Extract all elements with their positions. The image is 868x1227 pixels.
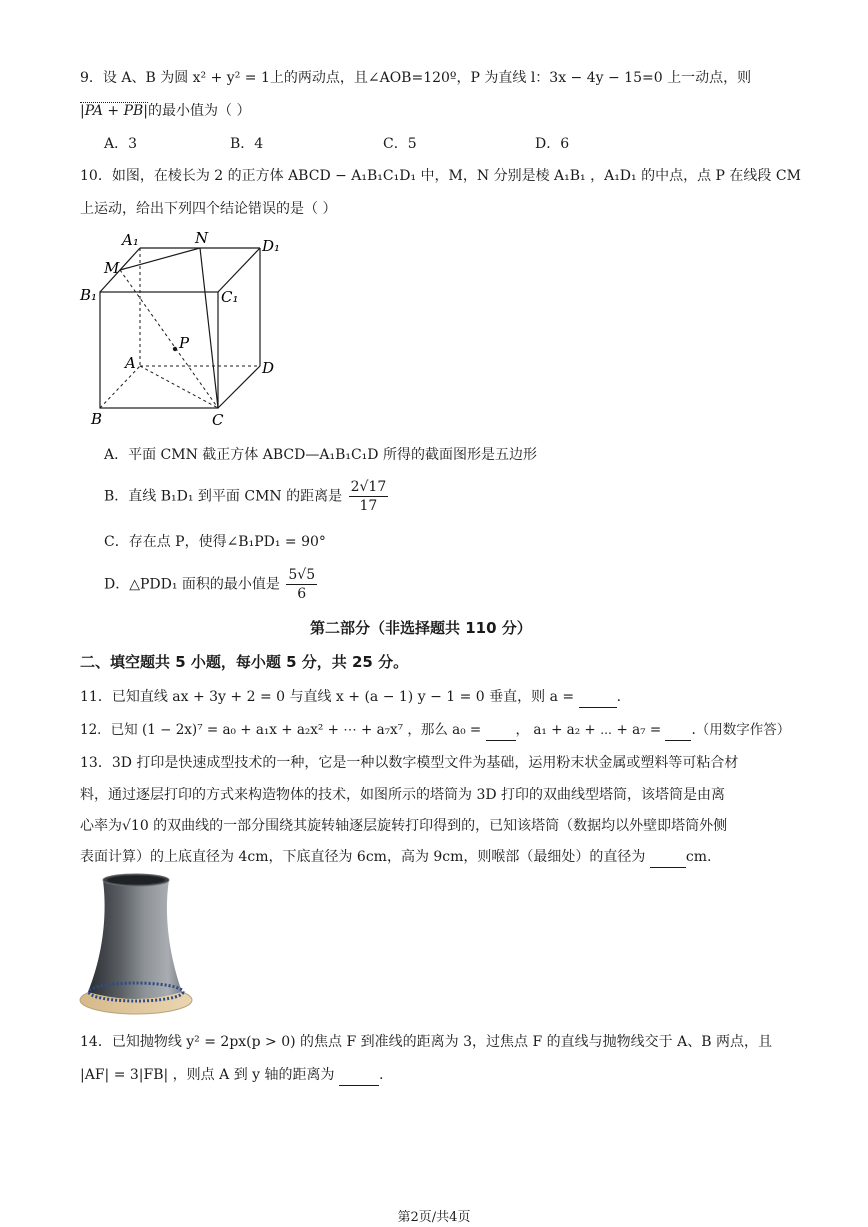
- q14-line2-text: |AF| = 3|FB| ，则点 A 到 y 轴的距离为: [80, 1067, 335, 1083]
- q12-part3: .（用数字作答）: [691, 722, 791, 738]
- q10-option-b-denominator: 17: [359, 498, 378, 514]
- q10-option-d-denominator: 6: [297, 586, 307, 602]
- label-b: B: [91, 410, 103, 428]
- q9-option-c: C．5: [383, 136, 417, 152]
- q12-part2: ， a₁ + a₂ + ⋯ + a₇ =: [515, 722, 662, 738]
- q13-line1: 13．3D 打印是快速成型技术的一种，它是一种以数字模型文件为基础，运用粉末状金属或塑料等可粘合材: [80, 755, 739, 771]
- q13-line2: 料，通过逐层打印的方式来构造物体的技术，如图所示的塔筒为 3D 打印的双曲线型塔筒，该塔筒是由离: [80, 787, 726, 803]
- label-d: D: [262, 359, 275, 377]
- q10-option-b-numerator: 2√17: [350, 479, 387, 495]
- q12-part1: 12．已知 (1 − 2x)⁷ = a₀ + a₁x + a₂x² + ⋯ + a₇x⁷ ，那么 a₀ =: [80, 722, 482, 738]
- q9-vector-expression: |PA + PB|: [80, 103, 149, 119]
- q10-option-b: [104, 478, 390, 515]
- q10-option-b-fraction: [349, 478, 389, 515]
- q9-option-b: B．4: [230, 136, 264, 152]
- q9-option-a: A．3: [104, 136, 138, 152]
- q12-line: [80, 720, 790, 741]
- q10-option-a: A．平面 CMN 截正方体 ABCD—A₁B₁C₁D 所得的截面图形是五边形: [104, 447, 537, 463]
- tower-image: [76, 872, 194, 1018]
- q11-text: 11．已知直线 ax + 3y + 2 = 0 与直线 x + (a − 1) y − 1 = 0 垂直，则 a =: [80, 689, 575, 705]
- q11-answer-blank: [579, 687, 617, 708]
- label-c1: C₁: [221, 288, 239, 306]
- label-b1: B₁: [80, 286, 98, 304]
- q10-option-c: C．存在点 P，使得∠B₁PD₁ = 90°: [104, 534, 326, 550]
- q10-option-d-text: D．△PDD₁ 面积的最小值是: [104, 576, 280, 593]
- q10-option-b-text: B．直线 B₁D₁ 到平面 CMN 的距离是: [104, 488, 343, 505]
- q10-option-d: [104, 566, 319, 603]
- label-d1: D₁: [262, 237, 281, 255]
- q9-option-d: D．6: [535, 136, 570, 152]
- q11-line: [80, 687, 621, 708]
- q10-line2: 上运动，给出下列四个结论错误的是（ ）: [80, 201, 337, 217]
- page-footer: 第2页/共4页: [397, 1210, 471, 1225]
- q10-option-d-numerator: 5√5: [288, 567, 316, 583]
- q13-line3: 心率为√10 的双曲线的一部分围绕其旋转轴逐层旋转打印得到的，已知该塔筒（数据均以外壁即塔筒外侧: [80, 818, 728, 834]
- label-a1: A₁: [122, 231, 139, 249]
- q9-line1: 9．设 A、B 为圆 x² + y² = 1上的两动点，且∠AOB=120º，P 为直线 l：3x − 4y − 15=0 上一动点，则: [80, 70, 752, 86]
- q14-line1: 14．已知抛物线 y² = 2px(p > 0) 的焦点 F 到准线的距离为 3，过焦点 F 的直线与抛物线交于 A、B 两点，且: [80, 1034, 772, 1050]
- q13-line4-end: cm.: [685, 849, 712, 865]
- q11-end: .: [616, 689, 622, 705]
- q13-answer-blank: [650, 847, 686, 868]
- q13-line4-text: 表面计算）的上底直径为 4cm，下底直径为 6cm，高为 9cm，则喉部（最细处）的直径为: [80, 849, 646, 865]
- q12-answer-blank-2: [665, 720, 691, 741]
- q14-line2: [80, 1065, 383, 1086]
- label-p: P: [179, 334, 190, 352]
- label-m: M: [104, 259, 120, 277]
- q13-line4: [80, 847, 711, 868]
- section-fill-in-title: 二、填空题共 5 小题，每小题 5 分，共 25 分。: [80, 653, 409, 671]
- q10-option-d-fraction: [286, 566, 317, 603]
- q9-question-text: 的最小值为（ ）: [148, 103, 251, 119]
- label-n: N: [195, 229, 209, 247]
- part2-title: 第二部分（非选择题共 110 分）: [310, 619, 532, 637]
- label-c: C: [212, 411, 224, 429]
- label-a: A: [125, 354, 136, 372]
- q10-line1: 10．如图，在棱长为 2 的正方体 ABCD − A₁B₁C₁D₁ 中，M，N 分别是棱 A₁B₁ ，A₁D₁ 的中点，点 P 在线段 CM: [80, 168, 801, 184]
- q14-answer-blank: [339, 1065, 379, 1086]
- q9-line2: [80, 101, 250, 121]
- q12-answer-blank-1: [486, 720, 516, 741]
- q14-line2-end: .: [378, 1067, 384, 1083]
- cube-figure: [78, 228, 288, 430]
